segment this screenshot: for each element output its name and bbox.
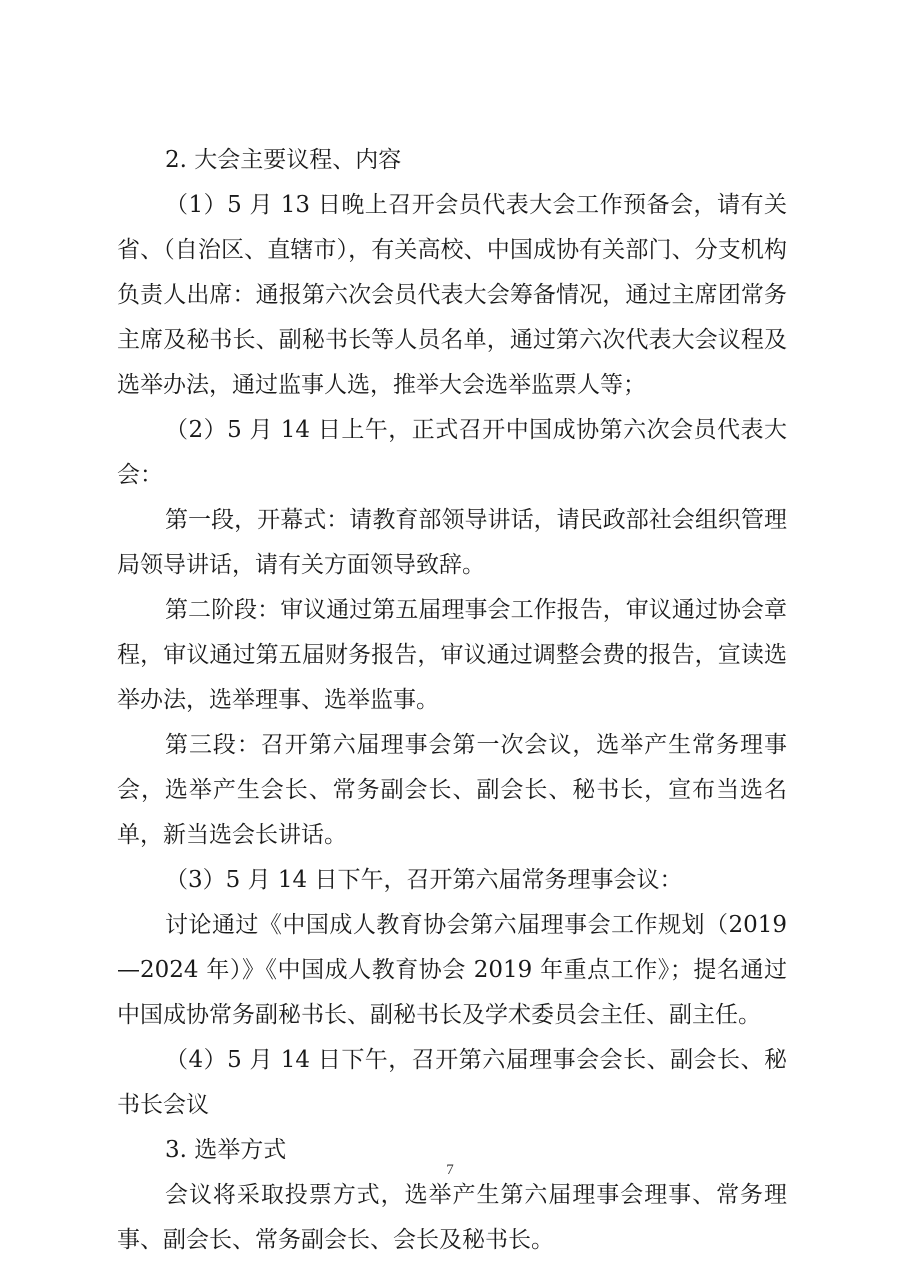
election-method-text: 会议将采取投票方式，选举产生第六届理事会理事、常务理事、副会长、常务副会长、会长及秘书长。 <box>117 1182 787 1253</box>
document-body <box>117 138 787 1263</box>
agenda-item-3: （3）5 月 14 日下午，召开第六届常务理事会议： <box>165 867 683 893</box>
agenda-item-4: （4）5 月 14 日下午，召开第六届理事会会长、副会长、秘书长会议 <box>117 1047 787 1118</box>
section-heading-election: 3. 选举方式 <box>165 1137 287 1163</box>
section-heading-agenda: 2. 大会主要议程、内容 <box>165 147 402 173</box>
stage-2-review: 第二阶段：审议通过第五届理事会工作报告，审议通过协会章程，审议通过第五届财务报告，审议通过调整会费的报告，宣读选举办法，选举理事、选举监事。 <box>117 597 787 713</box>
stage-1-opening: 第一段，开幕式：请教育部领导讲话，请民政部社会组织管理局领导讲话，请有关方面领导致辞。 <box>117 507 787 578</box>
agenda-item-3-detail: 讨论通过《中国成人教育协会第六届理事会工作规划（2019—2024 年）》《中国成人教育协会 2019 年重点工作》；提名通过中国成协常务副秘书长、副秘书长及学术委员会主任、副主任。 <box>117 912 787 1028</box>
stage-3-council: 第三段：召开第六届理事会第一次会议，选举产生常务理事会，选举产生会长、常务副会长、副会长、秘书长，宣布当选名单，新当选会长讲话。 <box>117 732 787 848</box>
agenda-item-2: （2）5 月 14 日上午，正式召开中国成协第六次会员代表大会： <box>117 417 787 488</box>
agenda-item-1: （1）5 月 13 日晚上召开会员代表大会工作预备会，请有关省、（自治区、直辖市），有关高校、中国成协有关部门、分支机构负责人出席：通报第六次会员代表大会筹备情况，通过主席团常务主席及秘书长、副秘书长等人员名单，通过第六次代表大会议程及选举办法，通过监事人选，推举大会选举监票人等； <box>117 192 787 398</box>
page-number: 7 <box>446 1162 454 1178</box>
